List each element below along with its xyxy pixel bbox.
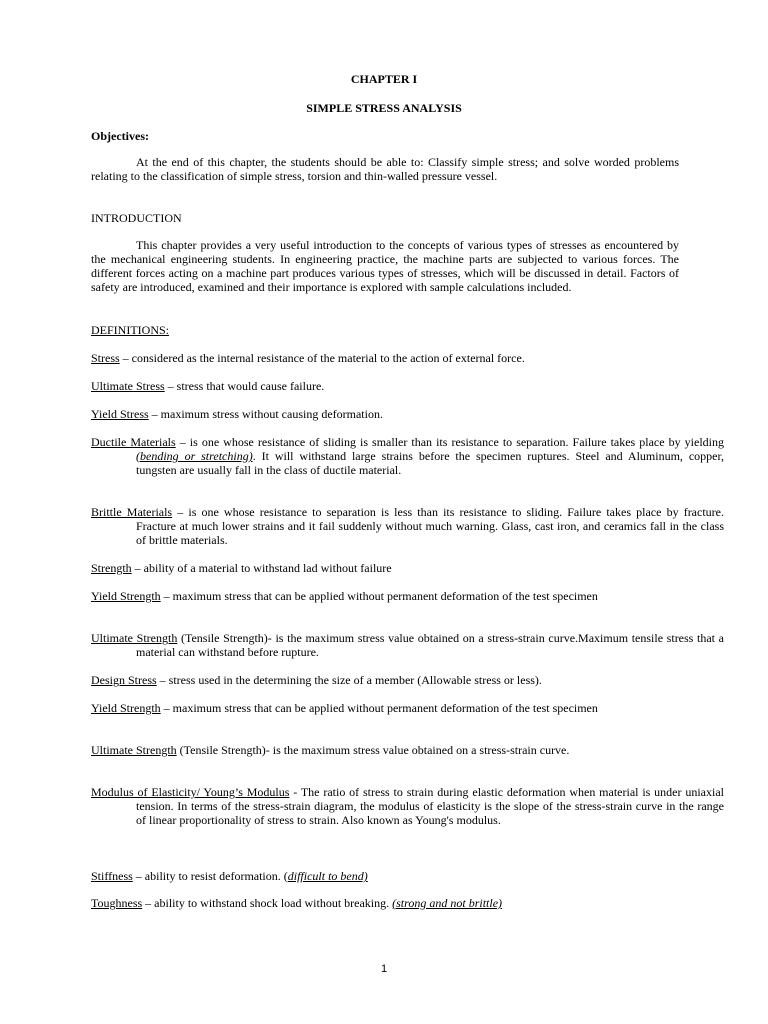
definition-ductile-materials: [91, 435, 724, 477]
term: Ultimate Stress: [91, 379, 165, 393]
introduction-heading: INTRODUCTION: [91, 211, 182, 225]
term: Ultimate Strength: [91, 743, 177, 757]
definition-emphasis: (bending or stretching): [136, 449, 253, 463]
definition-text: (Tensile Strength)- is the maximum stress value obtained on a stress-strain curve.Maximum tensile stress that a material can withstand before rupture.: [136, 631, 724, 659]
introduction-text: This chapter provides a very useful introduction to the concepts of various types of stresses as encountered by the mechanical engineering students. In engineering practice, the machine parts are subjected to various forces. The different forces acting on a machine part produces various types of stresses, which will be discussed in detail. Factors of safety are introduced, examined and their importance is explored with sample calculations included.: [91, 238, 679, 294]
objectives-heading: Objectives:: [91, 129, 149, 143]
definition-text: – ability of a material to withstand lad without failure: [131, 561, 392, 575]
term: Stiffness: [91, 869, 133, 883]
definition-yield-strength: [91, 589, 724, 603]
definition-text: – ability to withstand shock load without breaking.: [142, 896, 393, 910]
definition-text: – stress that would cause failure.: [164, 379, 325, 393]
definition-text: – stress used in the determining the size of a member (Allowable stress or less).: [156, 673, 542, 687]
chapter-label: CHAPTER I: [350, 72, 418, 86]
definition-yield-strength-2: [91, 701, 724, 715]
term: Design Stress: [91, 673, 157, 687]
definitions-heading: DEFINITIONS:: [91, 323, 169, 337]
definition-toughness: [91, 896, 724, 910]
objectives-text: At the end of this chapter, the students should be able to: Classify simple stress; and solve worded problems relating to the classification of simple stress, torsion and thin-walled pressure vessel.: [91, 155, 679, 183]
definition-ultimate-strength-2: [91, 743, 724, 757]
definition-emphasis: difficult to bend): [287, 869, 368, 883]
term: Stress: [91, 351, 120, 365]
term: Yield Stress: [91, 407, 149, 421]
definition-text: – maximum stress that can be applied without permanent deformation of the test specimen: [160, 701, 598, 715]
definition-emphasis: (strong and not brittle): [392, 896, 503, 910]
definition-ultimate-stress: [91, 379, 724, 393]
definition-stiffness: [91, 869, 724, 883]
definition-text: – considered as the internal resistance of the material to the action of external force.: [119, 351, 525, 365]
definition-modulus-of-elasticity: [91, 785, 724, 827]
term: Modulus of Elasticity/ Young’s Modulus: [91, 785, 290, 799]
definition-text-cont: . It will withstand large strains before the specimen ruptures. Steel and Aluminum, copper, tungsten are usually fall in the class of ductile material.: [136, 449, 724, 477]
term: Ultimate Strength: [91, 631, 178, 645]
definition-yield-stress: [91, 407, 724, 421]
page-number: 1: [380, 963, 388, 975]
chapter-title: SIMPLE STRESS ANALYSIS: [306, 101, 462, 115]
term: Ductile Materials: [91, 435, 176, 449]
term: Brittle Materials: [91, 505, 173, 519]
definition-text: – is one whose resistance to separation is less than its resistance to sliding. Failure takes place by fracture. Fracture at much lower strains and it fail suddenly without much warning. Glass, cast iron, and ceramics fall in the class of brittle materials.: [136, 505, 724, 547]
definition-text: (Tensile Strength)- is the maximum stress value obtained on a stress-strain curve.: [176, 743, 570, 757]
definition-brittle-materials: [91, 505, 724, 547]
definition-stress: [91, 351, 724, 365]
definition-design-stress: [91, 673, 724, 687]
definition-text: – maximum stress without causing deformation.: [148, 407, 383, 421]
definition-ultimate-strength: [91, 631, 724, 659]
term: Yield Strength: [91, 589, 161, 603]
term: Strength: [91, 561, 132, 575]
definition-text: - The ratio of stress to strain during elastic deformation when material is under uniaxial tension. In terms of the stress-strain diagram, the modulus of elasticity is the slope of the stress-strain curve in the range of linear proportionality of stress to strain. Also known as Young's modulus.: [136, 785, 724, 827]
definition-text: – maximum stress that can be applied without permanent deformation of the test specimen: [160, 589, 598, 603]
definition-text: – is one whose resistance of sliding is smaller than its resistance to separation. Failure takes place by yielding: [175, 435, 724, 449]
term: Yield Strength: [91, 701, 161, 715]
term: Toughness: [91, 896, 143, 910]
definition-text: – ability to resist deformation. (: [132, 869, 288, 883]
definition-strength: [91, 561, 724, 575]
